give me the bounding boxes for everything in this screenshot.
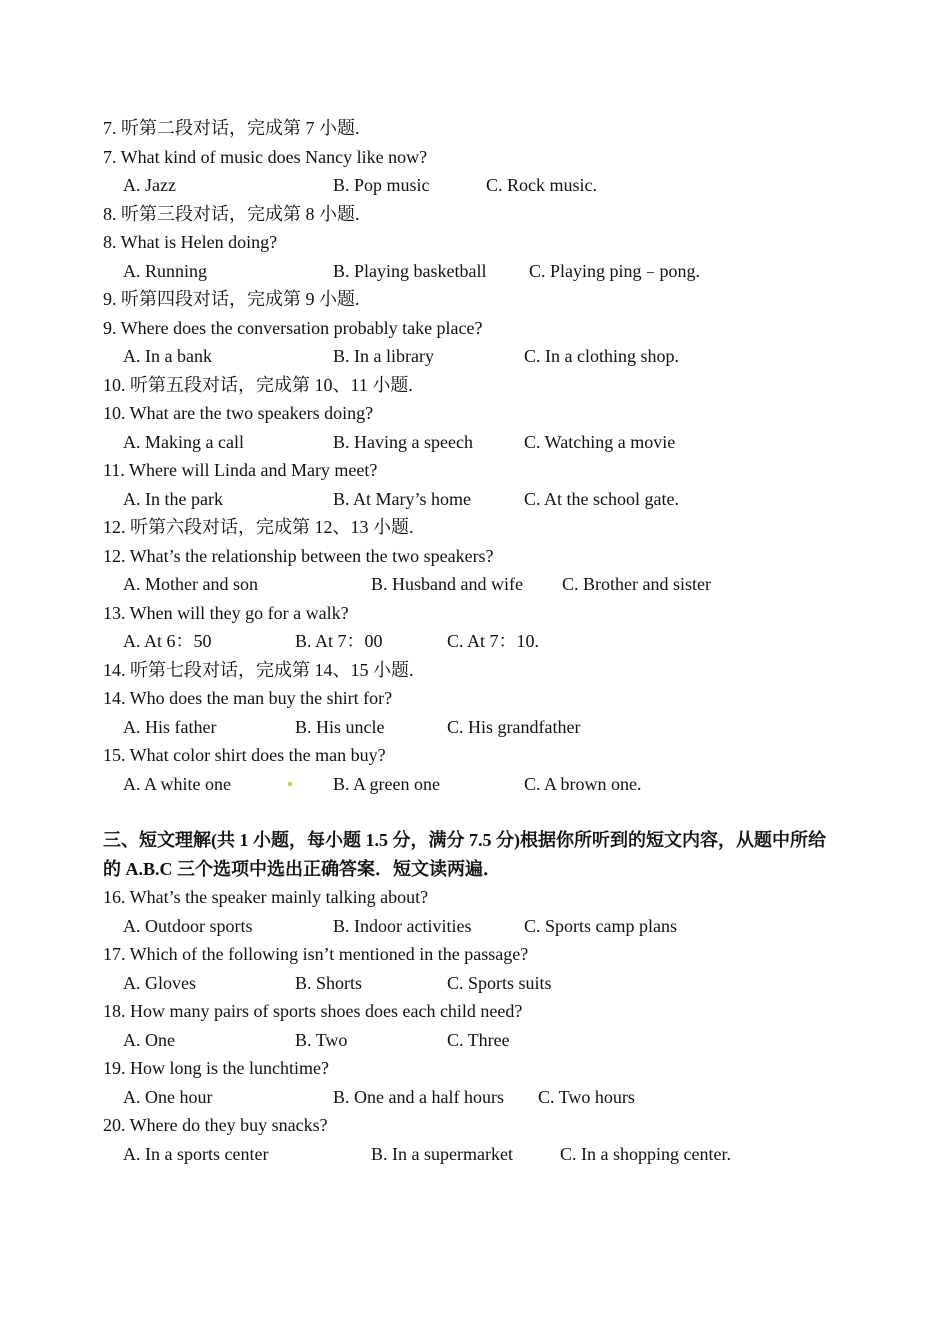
answer-option: C. In a clothing shop.: [524, 346, 679, 366]
answer-options: [103, 570, 863, 599]
answer-option: A. One hour: [123, 1086, 213, 1107]
question-text: 19. How long is the lunchtime?: [103, 1058, 329, 1078]
question-text: 20. Where do they buy snacks?: [103, 1115, 328, 1135]
question-text: 9. Where does the conversation probably take place?: [103, 317, 483, 338]
answer-option: C. At 7：10.: [447, 631, 540, 651]
answer-option: B. Indoor activities: [333, 915, 472, 936]
question-text: 11. Where will Linda and Mary meet?: [103, 460, 378, 480]
question-text: 10. 听第五段对话，完成第 10、11 小题.: [103, 374, 413, 395]
question-text: 18. How many pairs of sports shoes does each child need?: [103, 1001, 523, 1021]
question-text: 7. What kind of music does Nancy like now?: [103, 146, 428, 167]
answer-option: C. At the school gate.: [524, 488, 679, 509]
answer-options: [103, 969, 863, 998]
answer-option: C. Sports suits: [447, 972, 552, 993]
decorative-dot: [288, 782, 292, 786]
question-text: 12. 听第六段对话，完成第 12、13 小题.: [103, 517, 414, 537]
answer-option: C. Brother and sister: [562, 574, 711, 594]
answer-option: B. At Mary’s home: [333, 488, 471, 509]
answer-option: A. His father: [123, 716, 217, 737]
question-text: 7. 听第二段对话，完成第 7 小题.: [103, 118, 360, 138]
answer-option: C. Two hours: [538, 1086, 635, 1107]
answer-option: A. One: [123, 1029, 175, 1050]
answer-options: [103, 1026, 863, 1055]
answer-option: A. Making a call: [123, 431, 244, 452]
question-text: 17. Which of the following isn’t mentioned in the passage?: [103, 944, 529, 964]
answer-option: B. His uncle: [295, 716, 385, 737]
question-text: 16. What’s the speaker mainly talking about?: [103, 887, 429, 907]
question-text: 13. When will they go for a walk?: [103, 602, 349, 623]
answer-option: A. Mother and son: [123, 574, 258, 594]
answer-option: B. At 7：00: [295, 631, 383, 651]
answer-option: B. Husband and wife: [371, 574, 523, 594]
answer-option: C. Three: [447, 1029, 510, 1050]
answer-option: A. Gloves: [123, 972, 196, 993]
answer-options: [103, 1083, 863, 1112]
answer-options: [103, 171, 863, 200]
question-text: 14. 听第七段对话，完成第 14、15 小题.: [103, 659, 414, 680]
answer-options: [103, 627, 863, 656]
answer-option: B. In a library: [333, 346, 434, 366]
answer-options: [103, 428, 863, 457]
question-text: 12. What’s the relationship between the two speakers?: [103, 545, 494, 566]
answer-option: B. Playing basketball: [333, 260, 487, 281]
question-text: 10. What are the two speakers doing?: [103, 403, 374, 423]
answer-option: A. In a bank: [123, 346, 212, 366]
answer-options: [103, 257, 863, 286]
question-text: 14. Who does the man buy the shirt for?: [103, 688, 393, 708]
answer-option: B. In a supermarket: [371, 1143, 513, 1164]
question-text: 15. What color shirt does the man buy?: [103, 745, 386, 765]
answer-option: C. Sports camp plans: [524, 915, 677, 936]
section-spacer: [103, 798, 863, 826]
question-text: 8. 听第三段对话，完成第 8 小题.: [103, 203, 360, 224]
answer-option: C. Watching a movie: [524, 431, 676, 452]
answer-option: B. Two: [295, 1029, 348, 1050]
answer-option: A. Running: [123, 260, 208, 281]
answer-option: B. Pop music: [333, 175, 430, 195]
answer-options: [103, 1140, 863, 1169]
question-text: 9. 听第四段对话，完成第 9 小题.: [103, 289, 360, 309]
answer-option: A. Outdoor sports: [123, 915, 253, 936]
section-heading: 的 A.B.C 三个选项中选出正确答案．短文读两遍．: [103, 858, 502, 879]
section-heading: 三、短文理解(共 1 小题，每小题 1.5 分，满分 7.5 分)根据你所听到的短文内容，从题中所给: [103, 830, 826, 850]
answer-options: [103, 342, 863, 371]
answer-option: A. In a sports center: [123, 1143, 269, 1164]
answer-options: [103, 770, 863, 799]
answer-option: C. In a shopping center.: [560, 1143, 731, 1164]
answer-option: A. In the park: [123, 488, 223, 509]
answer-option: C. A brown one.: [524, 773, 642, 794]
answer-option: B. A green one: [333, 773, 440, 794]
answer-options: [103, 485, 863, 514]
answer-option: B. Having a speech: [333, 431, 473, 452]
answer-option: C. Rock music.: [486, 175, 597, 195]
exam-page: [103, 114, 863, 1168]
answer-option: A. A white one: [123, 773, 231, 794]
answer-option: C. His grandfather: [447, 716, 581, 737]
answer-option: A. At 6：50: [123, 631, 212, 651]
answer-option: B. Shorts: [295, 972, 363, 993]
question-text: 8. What is Helen doing?: [103, 232, 278, 252]
answer-option: C. Playing ping﹣pong.: [529, 260, 701, 281]
answer-option: A. Jazz: [123, 175, 176, 195]
answer-option: B. One and a half hours: [333, 1086, 504, 1107]
answer-options: [103, 713, 863, 742]
answer-options: [103, 912, 863, 941]
